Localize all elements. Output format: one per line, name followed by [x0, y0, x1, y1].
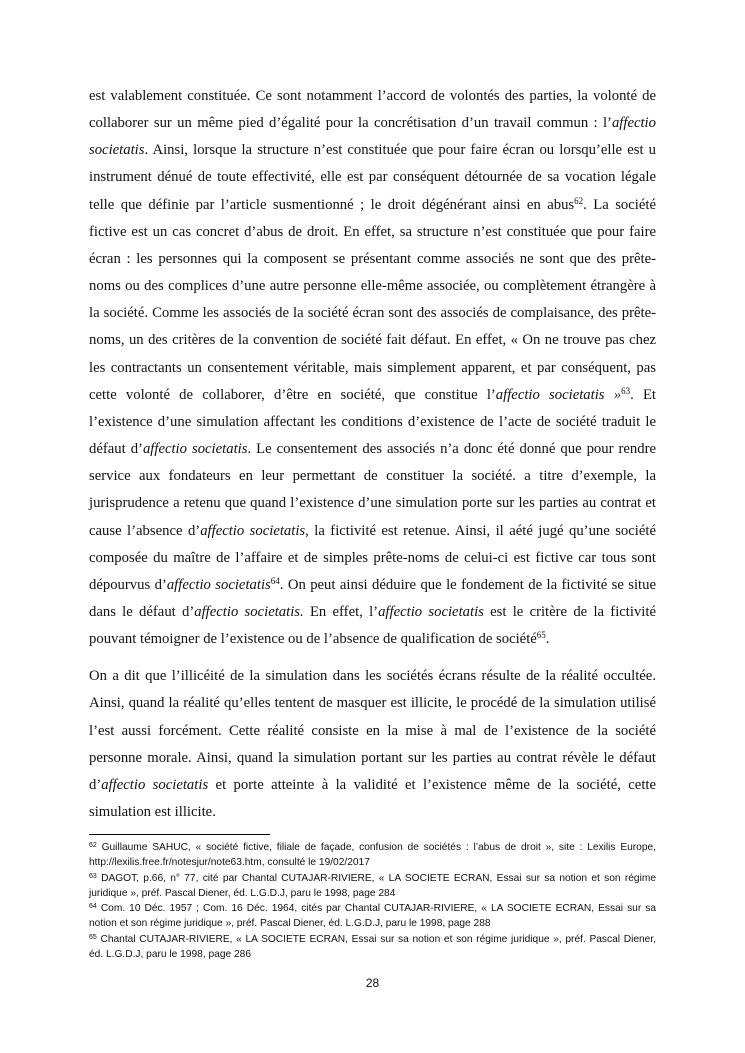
footnote-text: Chantal CUTAJAR-RIVIERE, « LA SOCIETE ECRAN, Essai sur sa notion et son régime juridique », préf. Pascal Diener, éd. L.G.D.J, paru le 1998, page 286	[89, 933, 656, 961]
footnote-ref-62[interactable]: 62	[574, 195, 584, 206]
text-run: est le critère de la fictivité pouvant témoigner de l’existence ou de l’absence de qualification de société	[89, 603, 656, 648]
text-run: , la fictivité est retenue. Ainsi, il aété jugé qu’une société composée du maître de l’affaire et de simples prête-noms de celui-ci est fictive car tous sont dépourvus d’	[89, 522, 656, 593]
text-run: et porte atteinte à la validité et l’existence même de la société, cette simulation est illicite.	[89, 776, 657, 821]
text-run: .	[545, 631, 550, 648]
footnote-number: 64	[89, 903, 97, 911]
footnote-number: 63	[89, 872, 97, 880]
footnote-ref-64[interactable]: 64	[270, 575, 280, 586]
page-body	[89, 83, 656, 826]
text-run: . Ainsi, lorsque la structure n’est constituée que pour faire écran ou lorsqu’elle est u instrument dénué de toute effectivité, elle est par conséquent détournée de sa vocation légale telle que définie par l’article susmentionné ; le droit dégénérant ainsi en abus	[89, 142, 656, 213]
italic-run: affectio societatis	[378, 603, 484, 620]
text-run: . On peut ainsi déduire que le fondement de la fictivité se situe dans le défaut d’	[89, 576, 656, 620]
italic-run: affectio societatis	[200, 522, 306, 539]
footnotes	[89, 840, 656, 962]
footnote-ref-65[interactable]: 65	[536, 630, 546, 641]
footnote-64	[89, 901, 656, 932]
page-number: 28	[365, 976, 380, 990]
footnote-number: 65	[89, 933, 97, 941]
italic-run: affectio societatis	[142, 441, 248, 458]
footnote-number: 62	[89, 842, 97, 849]
footnote-text: Guillaume SAHUC, « société fictive, filiale de façade, confusion de sociétés : l’abus de droit », site : Lexilis Europe, http://lexilis.free.fr/notesjur/note63.htm, consulté le 19/02/2017	[89, 842, 656, 869]
text-run: . La société fictive est un cas concret d’abus de droit. En effet, sa structure n’est constituée que pour faire écran : les personnes qui la composent se présentant comme associés ne sont que des prête-noms ou des complices d’une autre personne elle-même associée, ou complètement étrangère à la société. Comme les associés de la société écran sont des associés de complaisance, des prête-noms, un des critères de la convention de société fait défaut. En effet, « On ne trouve pas chez les contractants un consentement véritable, mais simplement apparent, et par conséquent, pas cette volonté de collaborer, d’être en société, que constitue l’	[89, 196, 656, 403]
italic-run: affectio societatis	[166, 576, 271, 593]
text-run: En effet, l’	[303, 603, 379, 620]
body-paragraph-1	[89, 83, 656, 653]
footnote-text: DAGOT, p.66, n° 77, cité par Chantal CUTAJAR-RIVIERE, « LA SOCIETE ECRAN, Essai sur sa notion et son régime juridique », préf. Pascal Diener, éd. L.G.D.J, paru le 1998, page 284	[89, 872, 656, 899]
text-run: est valablement constituée. Ce sont notamment l’accord de volontés des parties, la volonté de collaborer sur un même pied d’égalité pour la concrétisation d’un travail commun : l’	[89, 88, 656, 132]
footnote-62	[89, 840, 656, 871]
text-run: . Le consentement des associés n’a donc été donné que pour rendre service aux fondateurs en leur permettant de constituer la société. a titre d’exemple, la jurisprudence a retenu que quand l’existence d’une simulation porte sur les parties au contrat et cause l’absence d’	[89, 441, 657, 539]
italic-run: affectio societatis.	[194, 603, 304, 620]
italic-run: affectio societatis »	[495, 386, 622, 403]
footnote-separator	[89, 834, 270, 835]
text-run: On a dit que l’illicéité de la simulation dans les sociétés écrans résulte de la réalité occultée. Ainsi, quand la réalité qu’elles tentent de masquer est illicite, le procédé de la simulation utilisé l’est aussi forcément. Cette réalité consiste en la mise à mal de l’existence de la société personne morale. Ainsi, quand la simulation portant sur les parties au contrat révèle le défaut d’	[89, 668, 656, 793]
footnote-text: Com. 10 Déc. 1957 ; Com. 16 Déc. 1964, cités par Chantal CUTAJAR-RIVIERE, « LA SOCIETE ECRAN, Essai sur sa notion et son régime juridique », préf. Pascal Diener, éd. L.G.D.J, paru le 1998, page 288	[89, 903, 656, 930]
italic-run: affectio societatis	[89, 115, 656, 159]
footnote-ref-63[interactable]: 63	[621, 385, 631, 396]
footnote-65	[89, 932, 656, 963]
text-run: . Et l’existence d’une simulation affectant les conditions d’existence de l’acte de société traduit le défaut d’	[89, 386, 657, 458]
footnote-63	[89, 871, 656, 902]
italic-run: affectio societatis	[101, 776, 209, 793]
body-paragraph-2	[89, 663, 656, 826]
